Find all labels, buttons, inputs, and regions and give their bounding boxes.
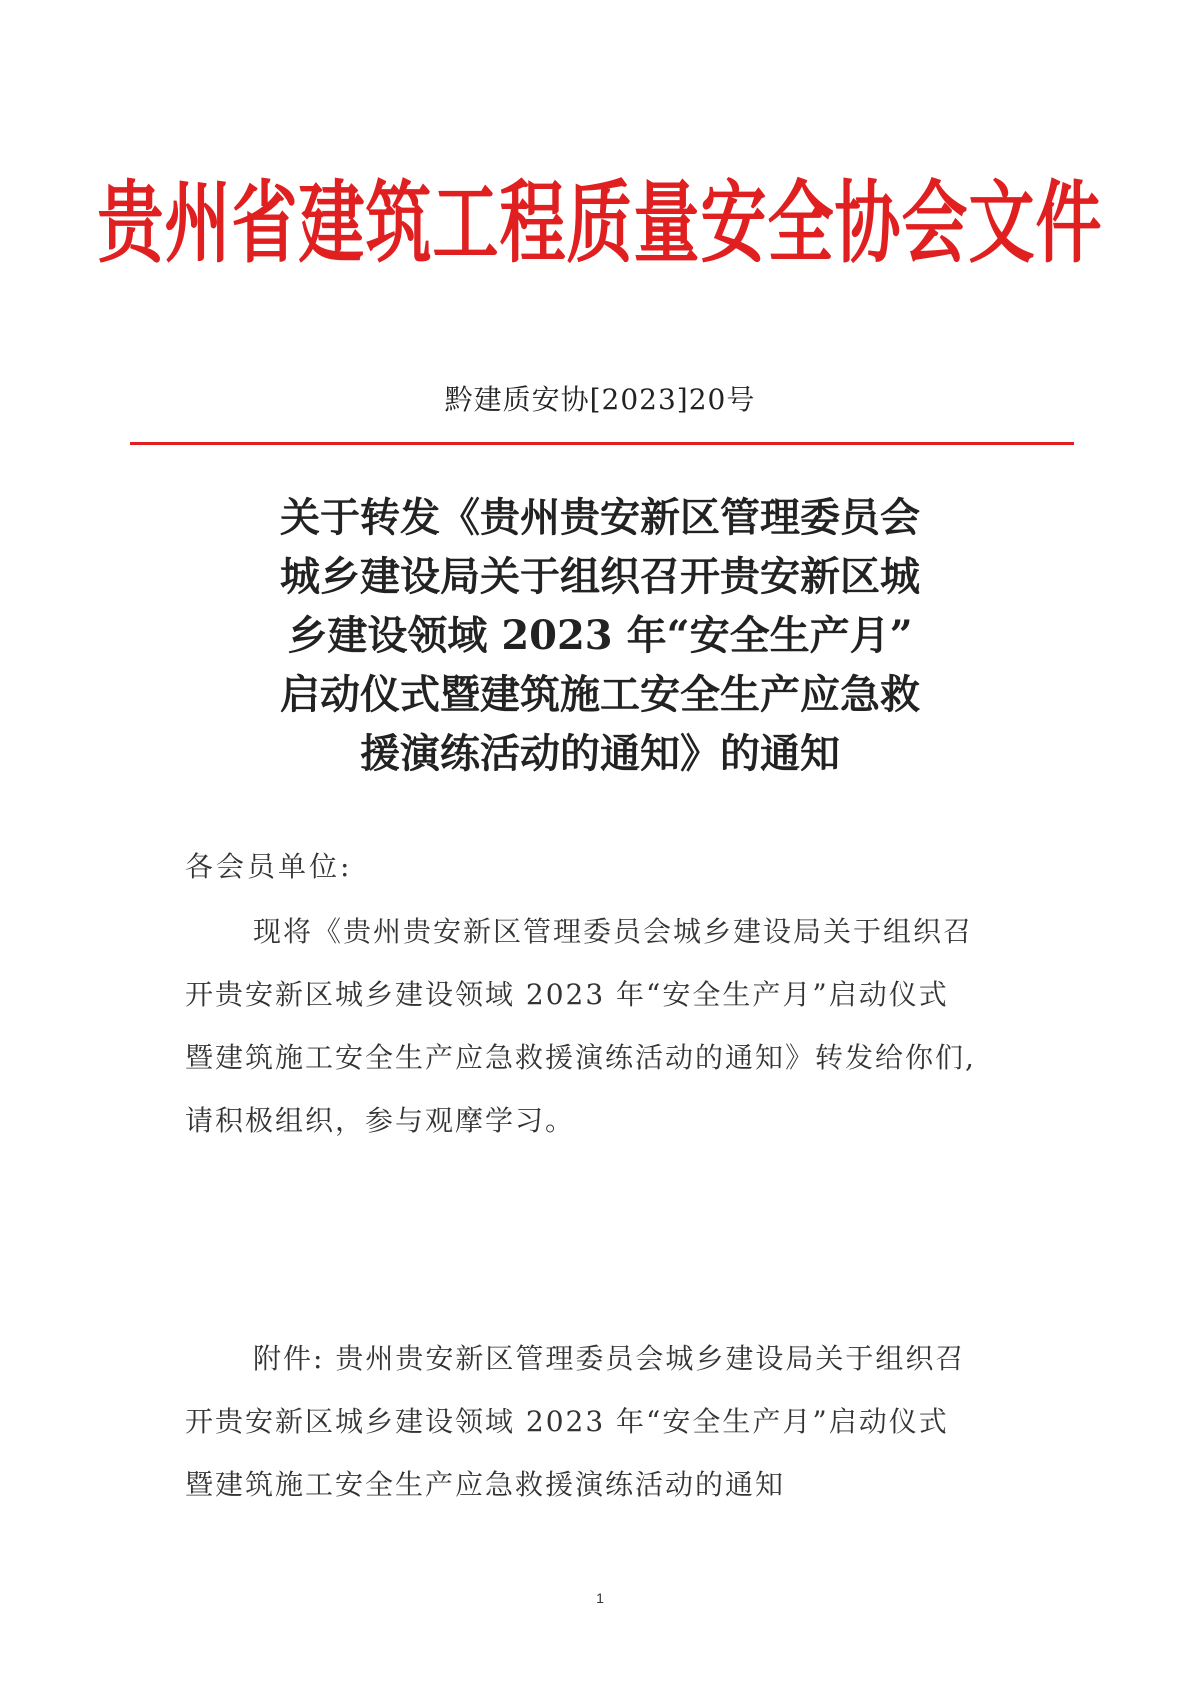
page-number: 1 [596,1590,604,1606]
attachment-paragraph [185,1327,1055,1516]
attachment-line: 暨建筑施工安全生产应急救援演练活动的通知 [185,1468,786,1501]
body-line: 请积极组织，参与观摩学习。 [185,1104,576,1137]
attachment-line: 附件: 贵州贵安新区管理委员会城乡建设局关于组织召 [253,1342,966,1375]
title-line: 关于转发《贵州贵安新区管理委员会 [280,494,920,541]
body-line: 现将《贵州贵安新区管理委员会城乡建设局关于组织召 [253,915,974,948]
body-paragraph [185,900,1055,1152]
red-divider-line [130,442,1074,445]
body-line: 开贵安新区城乡建设领域 2023 年“安全生产月”启动仪式 [185,978,949,1011]
salutation: 各会员单位: [185,850,353,883]
title-line: 城乡建设局关于组织召开贵安新区城 [280,553,920,600]
title-line: 援演练活动的通知》的通知 [360,730,840,777]
body-line: 暨建筑施工安全生产应急救援演练活动的通知》转发给你们, [185,1041,976,1074]
title-line: 启动仪式暨建筑施工安全生产应急救 [280,671,920,718]
attachment-line: 开贵安新区城乡建设领域 2023 年“安全生产月”启动仪式 [185,1405,949,1438]
document-title [220,488,980,783]
masthead-title: 贵州省建筑工程质量安全协会文件 [97,171,1103,276]
document-number: 黔建质安协[2023]20号 [444,383,756,416]
title-line: 乡建设领域 2023 年“安全生产月” [287,612,913,659]
